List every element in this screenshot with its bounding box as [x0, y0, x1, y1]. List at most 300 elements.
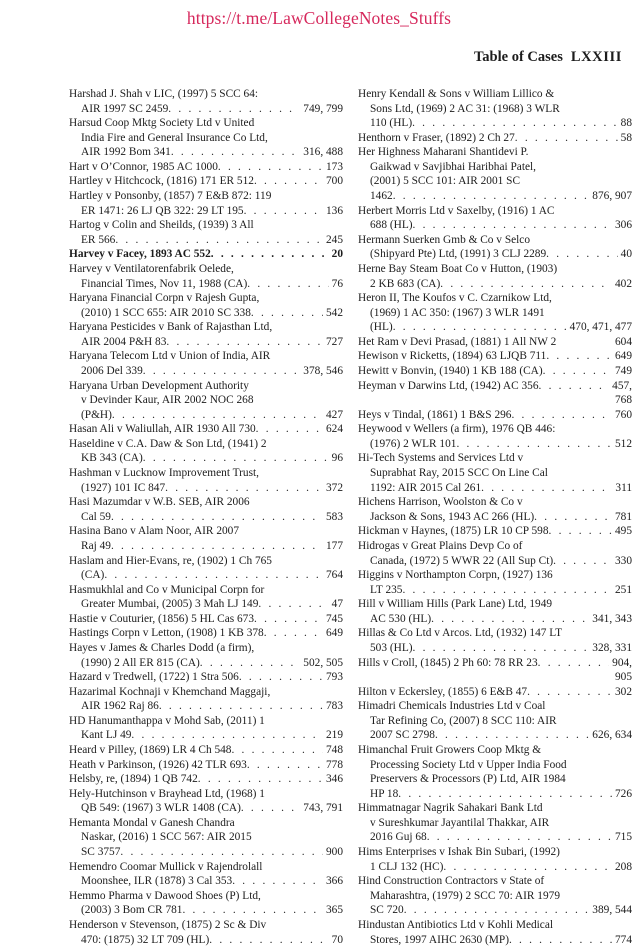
case-last-line — [69, 801, 343, 816]
leader-dots — [112, 408, 323, 423]
case-last-line — [69, 933, 343, 947]
case-citation: 1192: AIR 2015 Cal 261 — [370, 481, 482, 494]
case-citation: 2006 Del 339 — [81, 364, 143, 377]
case-text: Hashman v Lucknow Improvement Trust, — [69, 467, 259, 480]
case-last-line — [69, 160, 343, 175]
case-citation: Financial Times, Nov 11, 1988 (CA) — [81, 277, 248, 290]
case-citation: 2007 SC 2798 — [370, 729, 435, 742]
page-number: LXXIII — [570, 49, 622, 65]
header-title: Table of Cases — [473, 49, 563, 65]
case-text: Hichens Harrison, Woolston & Co v — [358, 496, 523, 509]
page-reference: 88 — [620, 117, 632, 130]
case-entry — [358, 131, 632, 146]
leader-dots — [515, 131, 618, 146]
page-reference: 136 — [325, 204, 343, 217]
case-entry — [69, 466, 343, 495]
case-last-line — [358, 335, 632, 350]
leader-dots — [546, 349, 612, 364]
case-last-line — [69, 670, 343, 685]
case-text: v Sureshkumar Jayantilal Thakkar, AIR — [370, 816, 550, 829]
case-last-line — [358, 437, 632, 452]
case-citation: Canada, (1972) 5 WWR 22 (All Sup Ct) — [370, 554, 554, 567]
page-reference: 781 — [614, 510, 632, 523]
case-entry — [69, 247, 343, 262]
leader-dots — [509, 933, 612, 947]
case-text: Sons Ltd, (1969) 2 AC 31: (1968) 3 WLR — [370, 102, 560, 115]
leader-dots — [539, 379, 610, 394]
leader-dots — [481, 481, 612, 496]
case-text: Maharashtra, (1979) 2 SCC 70: AIR 1979 — [370, 889, 560, 902]
case-citation: (1990) 2 All ER 815 (CA) — [81, 656, 200, 669]
case-entry — [69, 626, 343, 641]
leader-dots — [538, 656, 610, 671]
leader-dots — [143, 364, 301, 379]
case-citation: Heath v Parkinson, (1926) 42 TLR 693 — [69, 758, 247, 771]
page-reference: 346 — [325, 773, 343, 786]
case-last-line — [358, 189, 632, 204]
case-citation: Hickman v Haynes, (1875) LR 10 CP 598 — [358, 525, 549, 538]
page-reference: 604 — [614, 335, 632, 348]
case-citation: (P&H) — [81, 408, 112, 421]
page-reference: 177 — [325, 539, 343, 552]
page-reference: 70 — [331, 933, 343, 946]
page-reference: 715 — [614, 831, 632, 844]
case-text: (1969) 1 AC 350: (1967) 3 WLR 1491 — [370, 306, 545, 319]
leader-dots — [231, 743, 323, 758]
case-text: Himanchal Fruit Growers Coop Mktg & — [358, 744, 542, 757]
case-last-line — [69, 699, 343, 714]
case-entry — [69, 116, 343, 160]
leader-dots — [254, 174, 323, 189]
case-text: Hasi Mazumdar v W.B. SEB, AIR 2006 — [69, 496, 250, 509]
case-last-line — [358, 728, 632, 743]
leader-dots — [440, 277, 612, 292]
leader-dots — [443, 860, 612, 875]
case-entry — [358, 204, 632, 233]
case-entry — [69, 495, 343, 524]
page-reference: 76 — [331, 277, 343, 290]
case-citation: HP 18 — [370, 787, 399, 800]
case-last-line — [69, 845, 343, 860]
page-reference: 904, — [612, 656, 632, 669]
case-last-line — [69, 233, 343, 248]
case-citation: 503 (HL) — [370, 641, 413, 654]
case-text: Processing Society Ltd v Upper India Food — [370, 758, 567, 771]
page-reference: 470, 471, 477 — [569, 321, 632, 334]
case-citation: (1927) 101 IC 847 — [81, 481, 166, 494]
case-text: Haryana Urban Development Authority — [69, 379, 249, 392]
page-reference: 727 — [325, 335, 343, 348]
leader-dots — [546, 247, 618, 262]
leader-dots — [247, 758, 323, 773]
case-text: Hi-Tech Systems and Services Ltd v — [358, 452, 524, 465]
case-entry — [69, 218, 343, 247]
case-last-line — [358, 116, 632, 131]
case-citation: Hilton v Eckersley, (1855) 6 E&B 47 — [358, 685, 528, 698]
page-reference: 512 — [614, 437, 632, 450]
case-text: Preservers & Processors (P) Ltd, AIR 1984 — [370, 773, 566, 786]
case-text: Hermann Suerken Gmb & Co v Selco — [358, 233, 531, 246]
case-last-line — [69, 481, 343, 496]
case-last-line — [358, 554, 632, 569]
leader-dots — [254, 612, 323, 627]
case-entry — [69, 160, 343, 175]
case-entry — [358, 597, 632, 626]
page-reference: 316, 488 — [303, 146, 343, 159]
case-citation: Harvey v Facey, 1893 AC 552 — [69, 248, 211, 261]
leader-dots — [166, 335, 323, 350]
case-citation: 688 (HL) — [370, 219, 413, 232]
case-entry — [358, 495, 632, 524]
page-reference: 389, 544 — [592, 904, 632, 917]
leader-dots — [168, 102, 300, 117]
page-reference: 173 — [325, 160, 343, 173]
case-last-line — [69, 656, 343, 671]
case-text: v Devinder Kaur, AIR 2002 NOC 268 — [81, 394, 254, 407]
case-last-line — [69, 758, 343, 773]
page-reference: 372 — [325, 481, 343, 494]
page-reference: 793 — [325, 671, 343, 684]
case-text: Hemanta Mondal v Ganesh Chandra — [69, 816, 235, 829]
page-reference: 726 — [614, 787, 632, 800]
case-last-line — [69, 612, 343, 627]
case-last-line — [358, 481, 632, 496]
case-text: Herbert Morris Ltd v Saxelby, (1916) 1 AC — [358, 204, 555, 217]
case-text: Hims Enterprises v Ishak Bin Subari, (1992) — [358, 846, 560, 859]
case-citation: 110 (HL) — [370, 117, 413, 130]
page-reference: 649 — [325, 627, 343, 640]
page-reference-continued: 768 — [614, 394, 632, 407]
case-citation: ER 566 — [81, 233, 116, 246]
case-text: Hindustan Antibiotics Ltd v Kohli Medical — [358, 918, 554, 931]
case-text: Hayes v James & Charles Dodd (a firm), — [69, 641, 255, 654]
leader-dots — [209, 933, 328, 947]
page-reference: 402 — [614, 277, 632, 290]
case-entry — [69, 758, 343, 773]
left-column — [69, 87, 343, 947]
case-entry — [358, 656, 632, 685]
case-citation: Hart v O’Connor, 1985 AC 1000 — [69, 160, 218, 173]
case-last-line — [358, 685, 632, 700]
case-text: Harshad J. Shah v LIC, (1997) 5 SCC 64: — [69, 88, 259, 100]
leader-dots — [393, 320, 567, 335]
leader-dots — [244, 204, 323, 219]
case-entry — [69, 816, 343, 860]
leader-dots — [200, 656, 301, 671]
case-text: Harsud Coop Mktg Society Ltd v United — [69, 117, 255, 130]
case-citation: (2003) 3 Bom CR 781 — [81, 904, 183, 917]
page-reference: 749 — [614, 364, 632, 377]
leader-dots — [258, 597, 328, 612]
case-citation: QB 549: (1967) 3 WLR 1408 (CA) — [81, 802, 241, 815]
case-text: Heron II, The Koufos v C. Czarnikow Ltd, — [358, 292, 552, 305]
case-text: Himmatnagar Nagrik Sahakari Bank Ltd — [358, 802, 543, 815]
leader-dots — [251, 306, 323, 321]
case-citation: Stores, 1997 AIHC 2630 (MP) — [370, 933, 509, 946]
case-entry — [69, 612, 343, 627]
case-citation: LT 235 — [370, 583, 403, 596]
leader-dots — [431, 612, 589, 627]
page-reference: 378, 546 — [303, 364, 343, 377]
case-last-line — [69, 568, 343, 583]
leader-dots — [413, 641, 590, 656]
page-reference: 245 — [325, 233, 343, 246]
page-reference: 96 — [331, 452, 343, 465]
case-text: Haslam and Hier-Evans, re, (1902) 1 Ch 765 — [69, 554, 272, 567]
leader-dots — [412, 116, 618, 131]
case-text: Hemmo Pharma v Dawood Shoes (P) Ltd, — [69, 889, 261, 902]
case-citation: 2016 Guj 68 — [370, 831, 427, 844]
case-last-line — [69, 145, 343, 160]
page-reference: 328, 331 — [592, 641, 632, 654]
case-citation: Hastie v Couturier, (1856) 5 HL Cas 673 — [69, 612, 255, 625]
case-last-line — [358, 903, 632, 918]
case-entry — [358, 379, 632, 408]
page-reference: 502, 505 — [303, 656, 343, 669]
leader-dots — [111, 539, 323, 554]
case-last-line — [358, 933, 632, 947]
page-reference-continued: 905 — [614, 671, 632, 684]
case-last-line — [69, 874, 343, 889]
case-citation: Hazard v Tredwell, (1722) 1 Stra 506 — [69, 671, 239, 684]
case-entry — [358, 87, 632, 131]
case-entry — [358, 233, 632, 262]
case-last-line — [358, 320, 632, 335]
case-entry — [69, 320, 343, 349]
page-reference: 783 — [325, 700, 343, 713]
page-reference: 778 — [325, 758, 343, 771]
leader-dots — [549, 524, 612, 539]
case-last-line — [69, 539, 343, 554]
case-citation: Heard v Pilley, (1869) LR 4 Ch 548 — [69, 744, 232, 757]
case-text: Harvey v Ventilatorenfabrik Oelede, — [69, 262, 234, 275]
page-reference: 58 — [620, 131, 632, 144]
case-citation: (2010) 1 SCC 655: AIR 2010 SC 338 — [81, 306, 251, 319]
case-citation: AC 530 (HL) — [370, 612, 432, 625]
leader-dots — [413, 218, 612, 233]
leader-dots — [115, 233, 323, 248]
case-last-line — [358, 656, 632, 671]
leader-dots — [171, 145, 300, 160]
case-citation: 2 KB 683 (CA) — [370, 277, 441, 290]
page-reference: 208 — [614, 860, 632, 873]
page-reference: 626, 634 — [592, 729, 632, 742]
case-entry — [358, 291, 632, 335]
case-text: India Fire and General Insurance Co Ltd, — [81, 131, 268, 144]
case-entry — [358, 539, 632, 568]
case-last-line — [69, 772, 343, 787]
case-citation: Jackson & Sons, 1943 AC 266 (HL) — [370, 510, 535, 523]
case-text: Naskar, (2016) 1 SCC 567: AIR 2015 — [81, 831, 252, 844]
case-text: Hasmukhlal and Co v Municipal Corpn for — [69, 583, 265, 596]
case-citation: Henthorn v Fraser, (1892) 2 Ch 27 — [358, 131, 515, 144]
leader-dots — [398, 787, 612, 802]
leader-dots — [247, 277, 328, 292]
case-citation: Hewitt v Bonvin, (1940) 1 KB 188 (CA) — [358, 364, 543, 377]
case-entry — [69, 918, 343, 947]
case-citation: Heyman v Darwins Ltd, (1942) AC 356 — [358, 379, 539, 392]
case-citation: Hastings Corpn v Letton, (1908) 1 KB 378 — [69, 627, 264, 640]
page-reference: 876, 907 — [592, 190, 632, 203]
leader-dots — [456, 437, 612, 452]
leader-dots — [511, 408, 612, 423]
page-reference: 774 — [614, 933, 632, 946]
case-last-line — [69, 364, 343, 379]
case-last-line — [69, 408, 343, 423]
page-reference: 900 — [325, 846, 343, 859]
case-last-line — [69, 204, 343, 219]
case-text: Hillas & Co Ltd v Arcos. Ltd, (1932) 147 LT — [358, 627, 563, 640]
leader-dots — [111, 510, 323, 525]
case-entry — [69, 189, 343, 218]
case-last-line — [69, 743, 343, 758]
leader-dots — [402, 583, 612, 598]
case-entry — [69, 437, 343, 466]
case-last-line — [358, 277, 632, 292]
case-citation: Hills v Croll, (1845) 2 Ph 60: 78 RR 23 — [358, 656, 538, 669]
page-reference: 40 — [620, 248, 632, 261]
case-citation: Raj 49 — [81, 539, 111, 552]
case-citation: (1976) 2 WLR 101 — [370, 437, 457, 450]
case-last-line — [358, 830, 632, 845]
case-citation: AIR 1997 SC 2459 — [81, 102, 169, 115]
case-entry — [69, 743, 343, 758]
leader-dots — [264, 626, 323, 641]
case-entry — [358, 262, 632, 291]
page-reference: 583 — [325, 510, 343, 523]
case-text: Higgins v Northampton Corpn, (1927) 136 — [358, 569, 553, 582]
case-citation: KB 343 (CA) — [81, 452, 143, 465]
case-citation: Het Ram v Devi Prasad, (1881) 1 All NW 2 — [358, 335, 557, 348]
case-text: Hemendro Coomar Mullick v Rajendrolall — [69, 860, 263, 873]
case-text: Haseldine v C.A. Daw & Son Ltd, (1941) 2 — [69, 437, 267, 450]
case-citation: (Shipyard Pte) Ltd, (1991) 3 CLJ 2289 — [370, 248, 547, 261]
case-entry — [358, 845, 632, 874]
case-last-line — [69, 422, 343, 437]
case-entry — [69, 714, 343, 743]
case-last-line — [69, 451, 343, 466]
case-last-line — [358, 408, 632, 423]
leader-dots — [534, 510, 612, 525]
case-text: Gaikwad v Savjibhai Haribhai Patel, — [370, 160, 537, 173]
page-reference: 745 — [325, 612, 343, 625]
case-text: Henderson v Stevenson, (1875) 2 Sc & Div — [69, 918, 267, 931]
leader-dots — [182, 903, 323, 918]
case-entry — [358, 451, 632, 495]
case-entry — [69, 174, 343, 189]
case-last-line — [358, 860, 632, 875]
case-entry — [358, 801, 632, 845]
case-text: Himadri Chemicals Industries Ltd v Coal — [358, 700, 546, 713]
case-last-line — [69, 510, 343, 525]
case-citation: (HL) — [370, 321, 393, 334]
case-entry — [69, 349, 343, 378]
page-reference: 542 — [325, 306, 343, 319]
leader-dots — [256, 422, 323, 437]
case-text: Hartog v Colin and Sheilds, (1939) 3 All — [69, 219, 254, 232]
case-entry — [69, 87, 343, 116]
case-last-line — [358, 641, 632, 656]
case-entry — [358, 524, 632, 539]
case-entry — [358, 699, 632, 743]
case-entry — [358, 364, 632, 379]
case-citation: ER 1471: 26 LJ QB 322: 29 LT 195 — [81, 204, 244, 217]
page-reference: 749, 799 — [303, 102, 343, 115]
case-text: Hill v William Hills (Park Lane) Ltd, 1949 — [358, 598, 553, 611]
page-reference: 624 — [325, 423, 343, 436]
case-text: Tar Refining Co, (2007) 8 SCC 110: AIR — [370, 714, 557, 727]
leader-dots — [427, 830, 612, 845]
leader-dots — [239, 670, 323, 685]
case-entry — [358, 626, 632, 655]
leader-dots — [211, 247, 329, 262]
leader-dots — [218, 160, 323, 175]
case-text: Hely-Hutchinson v Brayhead Ltd, (1968) 1 — [69, 787, 265, 800]
case-entry — [358, 568, 632, 597]
case-entry — [69, 787, 343, 816]
case-text: Henry Kendall & Sons v William Lillico & — [358, 88, 555, 100]
case-entry — [358, 743, 632, 801]
leader-dots — [543, 364, 612, 379]
case-text: Hidrogas v Great Plains Devp Co of — [358, 539, 523, 552]
case-entry — [69, 583, 343, 612]
leader-dots — [404, 903, 590, 918]
case-last-line — [69, 306, 343, 321]
case-entry — [358, 422, 632, 451]
case-entry — [358, 408, 632, 423]
case-entry — [69, 524, 343, 553]
case-text: Her Highness Maharani Shantidevi P. — [358, 146, 529, 159]
page-reference: 330 — [614, 554, 632, 567]
case-entry — [69, 291, 343, 320]
case-citation: Cal 59 — [81, 510, 111, 523]
case-last-line — [69, 597, 343, 612]
page-reference: 649 — [614, 350, 632, 363]
case-last-line — [358, 218, 632, 233]
case-entry — [69, 670, 343, 685]
telegram-link[interactable]: https://t.me/LawCollegeNotes_Stuffs — [186, 8, 452, 28]
leader-dots — [159, 699, 323, 714]
case-text: Hazarimal Kochnaji v Khemchand Maggaji, — [69, 685, 271, 698]
leader-dots — [104, 568, 323, 583]
case-last-line — [69, 174, 343, 189]
case-last-line — [69, 247, 343, 262]
page-reference: 306 — [614, 219, 632, 232]
case-last-line — [69, 903, 343, 918]
case-text: Hind Construction Contractors v State of — [358, 875, 545, 888]
page-reference: 366 — [325, 875, 343, 888]
case-entry — [69, 422, 343, 437]
case-entry — [358, 335, 632, 350]
case-citation: AIR 1992 Bom 341 — [81, 146, 171, 159]
case-text: (2001) 5 SCC 101: AIR 2001 SC — [370, 175, 521, 188]
page-reference: 47 — [331, 598, 343, 611]
leader-dots — [198, 772, 323, 787]
case-entry — [358, 145, 632, 203]
case-text: Herne Bay Steam Boat Co v Hutton, (1903) — [358, 262, 558, 275]
leader-dots — [143, 451, 329, 466]
case-citation: Kant LJ 49 — [81, 729, 132, 742]
leader-dots — [232, 874, 323, 889]
page-reference: 760 — [614, 408, 632, 421]
case-entry — [358, 349, 632, 364]
case-citation: 470: (1875) 32 LT 709 (HL) — [81, 933, 210, 946]
page-reference: 20 — [331, 248, 343, 261]
page-reference: 748 — [325, 744, 343, 757]
case-last-line — [69, 728, 343, 743]
page-reference: 311 — [615, 481, 632, 494]
page-reference: 457, — [612, 379, 632, 392]
